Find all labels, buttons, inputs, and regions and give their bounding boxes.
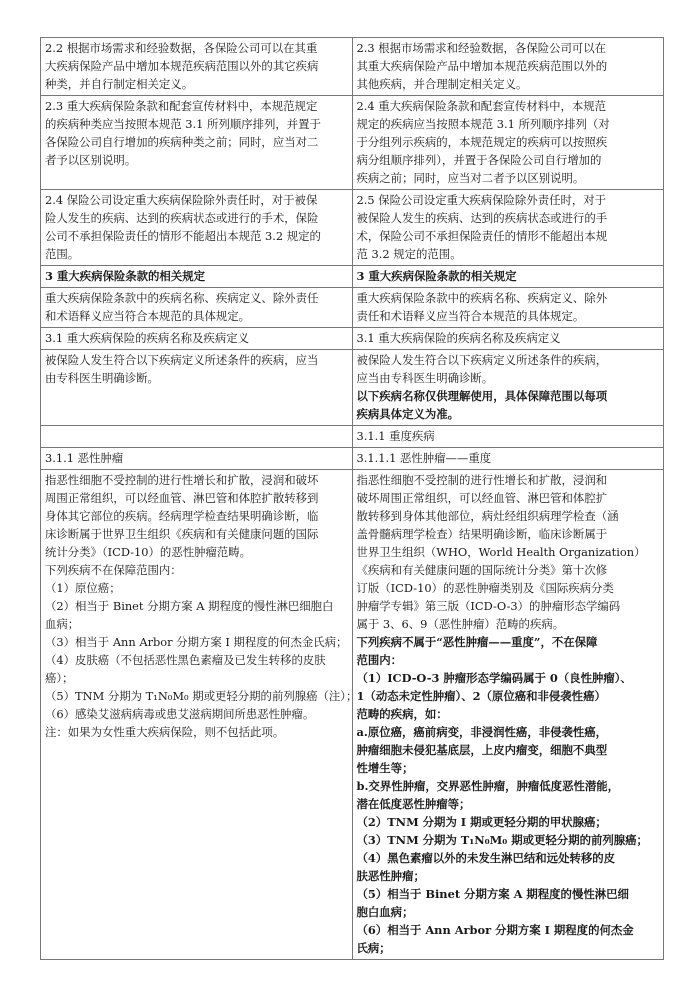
text-line: 2.2 根据市场需求和经验数据，各保险公司可以在其重 <box>45 41 318 55</box>
text-line: 被保险人发生符合以下疾病定义所述条件的疾病， <box>356 353 608 367</box>
text-line: （2）相当于 Binet 分期方案 A 期程度的慢性淋巴细胞白 <box>45 599 334 613</box>
text-line: （6）相当于 Ann Arbor 分期方案 I 期程度的何杰金 <box>356 923 634 937</box>
text-line: 责任和术语释义应当符合本规范的具体规定。 <box>356 309 585 323</box>
new-version-cell <box>352 350 664 426</box>
text-line: 破坏周围正常组织，可以经血管、淋巴管和体腔扩 <box>356 491 608 505</box>
text-line: （1）原位癌； <box>45 581 121 595</box>
table-row <box>41 190 664 266</box>
text-line: 2.3 重大疾病保险条款和配套宣传材料中，本规范规定 <box>45 99 318 113</box>
text-line: 和术语释义应当符合本规范的具体规定。 <box>45 309 251 323</box>
table-row <box>41 350 664 426</box>
text-line: 下列疾病不属于“恶性肿瘤——重度”，不在保障 <box>356 635 598 649</box>
text-line: 2.3 根据市场需求和经验数据，各保险公司可以在 <box>356 41 607 55</box>
table-row <box>41 38 664 96</box>
text-line: 大疾病保险产品中增加本规范疾病范围以外的其它疾病 <box>45 59 319 73</box>
text-line: 重大疾病保险条款中的疾病名称、疾病定义、除外责任 <box>45 291 319 305</box>
new-version-cell <box>352 470 664 960</box>
text-line: 3.1.1 重度疾病 <box>356 429 435 443</box>
table-row <box>41 96 664 190</box>
table-row <box>41 470 664 960</box>
text-line: 险人发生的疾病、达到的疾病状态或进行的手术，保险 <box>45 211 319 225</box>
text-line: 身体其它部位的疾病。经病理学检查结果明确诊断，临 <box>45 509 319 523</box>
old-version-cell <box>41 96 353 190</box>
text-line: 其他疾病，并合理制定相关定义。 <box>356 77 528 91</box>
text-line: 疾病之前；同时，应当对二者予以区别说明。 <box>356 171 585 185</box>
table-row <box>41 426 664 448</box>
text-line: （6）感染艾滋病病毒或患艾滋病期间所患恶性肿瘤。 <box>45 707 315 721</box>
new-version-cell <box>352 190 664 266</box>
text-line: 被保险人发生符合以下疾病定义所述条件的疾病，应当 <box>45 353 319 367</box>
old-version-cell <box>41 426 353 448</box>
text-line: 指恶性细胞不受控制的进行性增长和扩散，浸润和 <box>356 473 608 487</box>
old-version-cell <box>41 350 353 426</box>
new-version-cell <box>352 266 664 288</box>
table-row <box>41 448 664 470</box>
text-line: a.原位癌，癌前病变，非浸润性癌，非侵袭性癌， <box>356 725 608 739</box>
text-line: （5）相当于 Binet 分期方案 A 期程度的慢性淋巴细 <box>356 887 629 901</box>
text-line: 3 重大疾病保险条款的相关规定 <box>356 269 517 283</box>
text-line: 疾病具体定义为准。 <box>356 407 460 421</box>
text-line: （5）TNM 分期为 T₁N₀M₀ 期或更轻分期的前列腺癌（注）； <box>45 689 358 703</box>
text-line: 种类，并自行制定相关定义。 <box>45 77 194 91</box>
text-line: 订版（ICD-10）的恶性肿瘤类别及《国际疾病分类 <box>356 581 614 595</box>
text-line: 重大疾病保险条款中的疾病名称、疾病定义、除外 <box>356 291 608 305</box>
text-line: （1）ICD-O-3 肿瘤形态学编码属于 0（良性肿瘤）、 <box>356 671 632 685</box>
table-row <box>41 328 664 350</box>
comparison-table-body <box>41 38 664 960</box>
text-line: 2.5 保险公司设定重大疾病保险除外责任时，对于 <box>356 193 607 207</box>
table-row <box>41 266 664 288</box>
text-line: 3.1 重大疾病保险的疾病名称及疾病定义 <box>356 331 561 345</box>
text-line: 胞白血病； <box>356 905 414 919</box>
new-version-cell <box>352 38 664 96</box>
text-line: 肿瘤细胞未侵犯基底层，上皮内瘤变，细胞不典型 <box>356 743 608 757</box>
text-line: 病分组顺序排列），并置于各保险公司自行增加的 <box>356 153 602 167</box>
old-version-cell <box>41 38 353 96</box>
text-line: 术，保险公司不承担保险责任的情形不能超出本规 <box>356 229 608 243</box>
text-line: 肿瘤学专辑》第三版（ICD-O-3）的肿瘤形态学编码 <box>356 599 621 613</box>
text-line: 以下疾病名称仅供理解使用，具体保障范围以每项 <box>356 389 608 403</box>
text-line: 指恶性细胞不受控制的进行性增长和扩散，浸润和破坏 <box>45 473 319 487</box>
text-line: 于分组列示疾病的，本规范规定的疾病可以按照疾 <box>356 135 608 149</box>
text-line: （2）TNM 分期为 I 期或更轻分期的甲状腺癌； <box>356 815 607 829</box>
old-version-cell <box>41 470 358 960</box>
text-line: 规定的疾病应当按照本规范 3.1 所列顺序排列（对 <box>356 117 610 131</box>
old-version-cell <box>41 266 353 288</box>
text-line: （3）TNM 分期为 T₁N₀M₀ 期或更轻分期的前列腺癌； <box>356 833 648 847</box>
text-line: 《疾病和有关健康问题的国际统计分类》第十次修 <box>356 563 608 577</box>
text-line: （3）相当于 Ann Arbor 分期方案 I 期程度的何杰金氏病； <box>45 635 348 649</box>
text-line: 范畴的疾病，如： <box>356 707 448 721</box>
text-line: 的疾病种类应当按照本规范 3.1 所列顺序排列，并置于 <box>45 117 321 131</box>
old-version-cell <box>41 288 353 328</box>
old-version-cell <box>41 190 353 266</box>
text-line: （4）黑色素瘤以外的未发生淋巴结和远处转移的皮 <box>356 851 616 865</box>
text-line: 世界卫生组织（WHO，World Health Organization） <box>356 545 646 559</box>
text-line: 范 3.2 规定的范围。 <box>356 247 462 261</box>
new-version-cell <box>352 96 664 190</box>
text-line: （4）皮肤癌（不包括恶性黑色素瘤及已发生转移的皮肤 <box>45 653 326 667</box>
text-line: 1（动态未定性肿瘤）、2（原位癌和非侵袭性癌） <box>356 689 606 703</box>
text-line: 血病； <box>45 617 80 631</box>
table-row <box>41 288 664 328</box>
text-line: 散转移到身体其他部位，病灶经组织病理学检查（涵 <box>356 509 619 523</box>
text-line: 氏病； <box>356 941 391 955</box>
text-line: 3.1.1.1 恶性肿瘤——重度 <box>356 451 492 465</box>
text-line: 3.1.1 恶性肿瘤 <box>45 451 124 465</box>
old-version-cell <box>41 448 353 470</box>
text-line: 肤恶性肿瘤； <box>356 869 425 883</box>
text-line: 性增生等； <box>356 761 414 775</box>
text-line: 范围内： <box>356 653 403 667</box>
text-line: 潜在低度恶性肿瘤等； <box>356 797 471 811</box>
text-line: 床诊断属于世界卫生组织《疾病和有关健康问题的国际 <box>45 527 319 541</box>
text-line: 3.1 重大疾病保险的疾病名称及疾病定义 <box>45 331 249 345</box>
text-line: 其重大疾病保险产品中增加本规范疾病范围以外的 <box>356 59 608 73</box>
text-line: 盖骨髓病理学检查）结果明确诊断，临床诊断属于 <box>356 527 608 541</box>
text-line: b.交界性肿瘤，交界恶性肿瘤，肿瘤低度恶性潜能， <box>356 779 620 793</box>
text-line: 注：如果为女性重大疾病保险，则不包括此项。 <box>45 725 285 739</box>
text-line: 癌）； <box>45 671 74 685</box>
document-page <box>40 37 664 960</box>
text-line: 统计分类》（ICD-10）的恶性肿瘤范畴。 <box>45 545 252 559</box>
text-line: 各保险公司自行增加的疾病种类之前；同时，应当对二 <box>45 135 319 149</box>
new-version-cell <box>352 328 664 350</box>
text-line: 被保险人发生的疾病、达到的疾病状态或进行的手 <box>356 211 608 225</box>
comparison-table <box>40 37 664 960</box>
new-version-cell <box>352 288 664 328</box>
text-line: 者予以区别说明。 <box>45 153 137 167</box>
text-line: 2.4 重大疾病保险条款和配套宣传材料中，本规范 <box>356 99 607 113</box>
text-line: 范围。 <box>45 247 80 261</box>
new-version-cell <box>352 448 664 470</box>
text-line: 2.4 保险公司设定重大疾病保险除外责任时，对于被保 <box>45 193 318 207</box>
text-line: 应当由专科医生明确诊断。 <box>356 371 494 385</box>
new-version-cell <box>352 426 664 448</box>
text-line: 属于 3、6、9（恶性肿瘤）范畴的疾病。 <box>356 617 565 631</box>
text-line: 由专科医生明确诊断。 <box>45 371 159 385</box>
text-line: 下列疾病不在保障范围内： <box>45 563 182 577</box>
text-line: 3 重大疾病保险条款的相关规定 <box>45 269 205 283</box>
text-line: 公司不承担保险责任的情形不能超出本规范 3.2 规定的 <box>45 229 321 243</box>
old-version-cell <box>41 328 353 350</box>
text-line: 周围正常组织，可以经血管、淋巴管和体腔扩散转移到 <box>45 491 319 505</box>
